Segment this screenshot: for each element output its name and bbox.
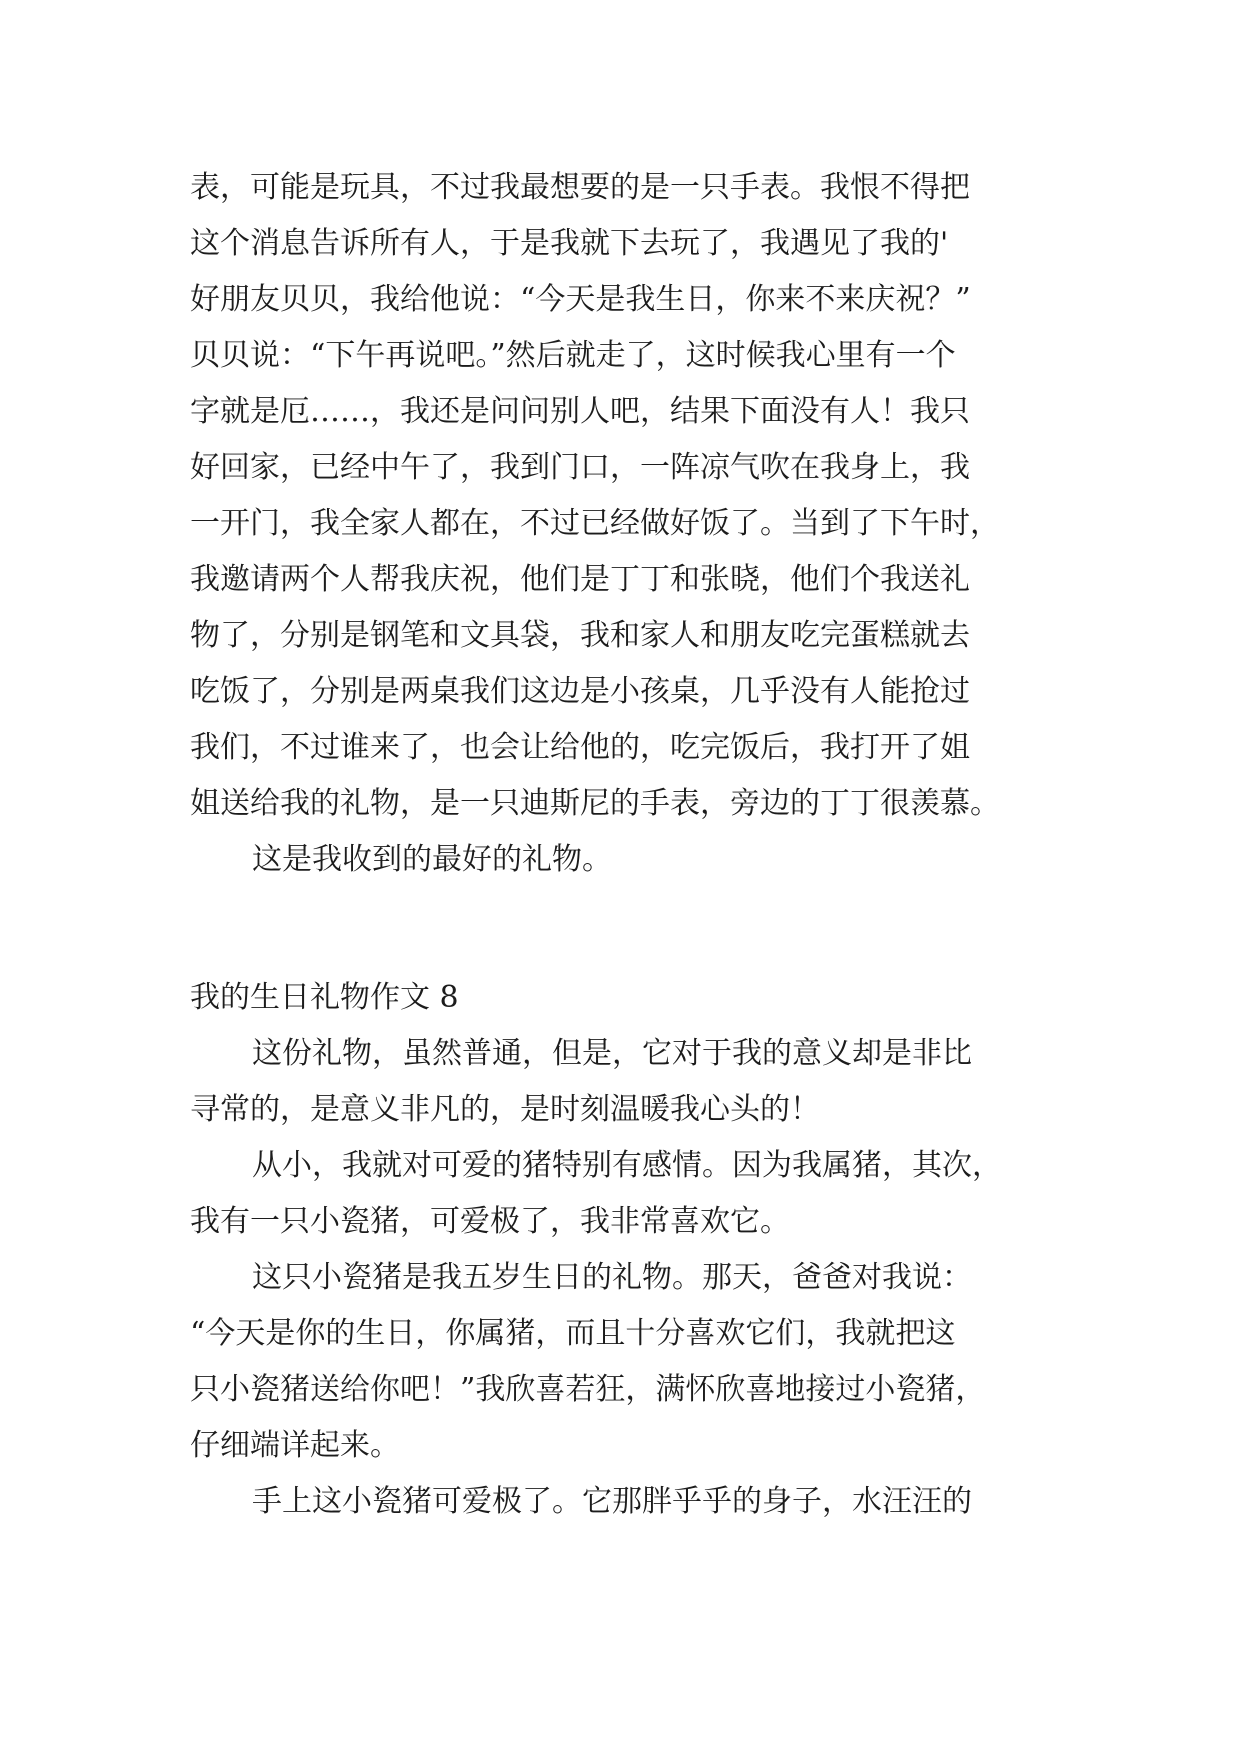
essay-title: 我的生日礼物作文 8 bbox=[190, 980, 459, 1015]
text-line: 从小，我就对可爱的猪特别有感情。因为我属猪，其次， bbox=[252, 1148, 1002, 1183]
text-line: 只小瓷猪送给你吧！”我欣喜若狂，满怀欣喜地接过小瓷猪， bbox=[190, 1372, 986, 1407]
paragraph bbox=[190, 1138, 1060, 1250]
text-line: 字就是厄……，我还是问问别人吧，结果下面没有人！我只 bbox=[190, 394, 970, 429]
document-body bbox=[190, 160, 1060, 1530]
text-line: 表，可能是玩具，不过我最想要的是一只手表。我恨不得把 bbox=[190, 170, 970, 205]
essay7-continuation bbox=[190, 160, 1060, 888]
text-line: 这只小瓷猪是我五岁生日的礼物。那天，爸爸对我说： bbox=[252, 1260, 972, 1295]
paragraph bbox=[190, 1474, 1060, 1530]
section-gap bbox=[190, 888, 1060, 970]
paragraph bbox=[190, 1026, 1060, 1138]
text-line: 手上这小瓷猪可爱极了。它那胖乎乎的身子，水汪汪的 bbox=[252, 1484, 972, 1519]
text-line: 仔细端详起来。 bbox=[190, 1428, 400, 1463]
text-line: “今天是你的生日，你属猪，而且十分喜欢它们，我就把这 bbox=[190, 1316, 956, 1351]
text-line: 贝贝说：“下午再说吧。”然后就走了，这时候我心里有一个 bbox=[190, 338, 956, 373]
text-line: 我们，不过谁来了，也会让给他的，吃完饭后，我打开了姐 bbox=[190, 730, 970, 765]
text-line: 物了，分别是钢笔和文具袋，我和家人和朋友吃完蛋糕就去 bbox=[190, 618, 970, 653]
text-line: 一开门，我全家人都在，不过已经做好饭了。当到了下午时， bbox=[190, 506, 1000, 541]
paragraph bbox=[190, 1250, 1060, 1474]
text-line: 姐送给我的礼物，是一只迪斯尼的手表，旁边的丁丁很羡慕。 bbox=[190, 786, 1000, 821]
text-line: 吃饭了，分别是两桌我们这边是小孩桌，几乎没有人能抢过 bbox=[190, 674, 970, 709]
text-line: 这个消息告诉所有人，于是我就下去玩了，我遇见了我的' bbox=[190, 226, 949, 261]
closing-line: 这是我收到的最好的礼物。 bbox=[252, 842, 612, 877]
text-line: 我邀请两个人帮我庆祝，他们是丁丁和张晓，他们个我送礼 bbox=[190, 562, 970, 597]
text-line: 好朋友贝贝，我给他说：“今天是我生日，你来不来庆祝？” bbox=[190, 282, 971, 317]
text-line: 寻常的，是意义非凡的，是时刻温暖我心头的！ bbox=[190, 1092, 820, 1127]
text-line: 我有一只小瓷猪，可爱极了，我非常喜欢它。 bbox=[190, 1204, 790, 1239]
essay8 bbox=[190, 970, 1060, 1530]
text-line: 这份礼物，虽然普通，但是，它对于我的意义却是非比 bbox=[252, 1036, 972, 1071]
text-line: 好回家，已经中午了，我到门口，一阵凉气吹在我身上，我 bbox=[190, 450, 970, 485]
